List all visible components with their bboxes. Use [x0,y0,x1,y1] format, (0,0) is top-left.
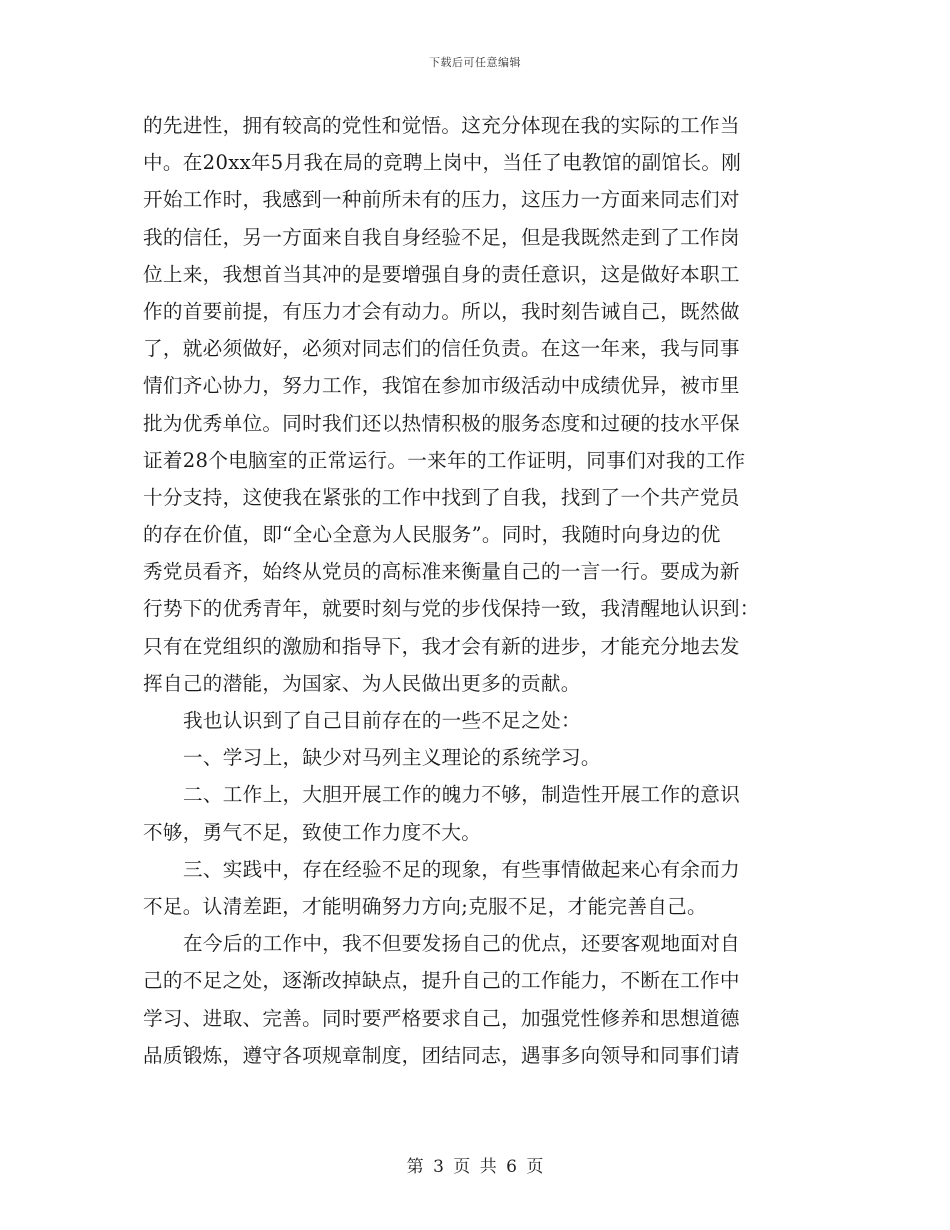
text-line: 学习、进取、完善。同时要严格要求自己，加强党性修养和思想道德 [143,1006,740,1030]
text-line: 十分支持，这使我在紧张的工作中找到了自我，找到了一个共产党员 [143,485,740,509]
text-line: 行势下的优秀青年，就要时刻与党的步伐保持一致，我清醒地认识到： [143,597,760,621]
text-line: 不足。认清差距，才能明确努力方向;克服不足，才能完善自己。 [143,894,707,918]
text-line: 品质锻炼，遵守各项规章制度，团结同志，遇事多向领导和同事们请 [143,1043,740,1067]
paragraph-3 [143,739,803,776]
text-line: 作的首要前提，有压力才会有动力。所以，我时刻告诫自己，既然做 [143,299,740,323]
paragraph-4 [143,776,803,850]
text-line: 证着28个电脑室的正常运行。一来年的工作证明，同事们对我的工作 [143,448,746,472]
page-number: 第 3 页 共 6 页 [406,1157,544,1177]
text-line: 中。在20xx年5月我在局的竞聘上岗中，当任了电教馆的副馆长。刚 [143,151,742,175]
text-line: 我的信任，另一方面来自我自身经验不足，但是我既然走到了工作岗 [143,225,740,249]
text-line: 位上来，我想首当其冲的是要增强自身的责任意识，这是做好本职工 [143,262,740,286]
text-line: 我也认识到了自己目前存在的一些不足之处： [183,709,581,732]
text-line: 了，就必须做好，必须对同志们的信任负责。在这一年来，我与同事 [143,337,740,361]
page-header-note: 下载后可任意编辑 [429,56,521,69]
text-line: 批为优秀单位。同时我们还以热情积极的服务态度和过硬的技水平保 [143,411,740,435]
text-line: 的先进性，拥有较高的党性和觉悟。这充分体现在我的实际的工作当 [143,114,740,137]
text-line: 挥自己的潜能，为国家、为人民做出更多的贡献。 [143,671,581,695]
text-line: 一、学习上，缺少对马列主义理论的系统学习。 [183,746,601,770]
text-line: 己的不足之处，逐渐改掉缺点，提升自己的工作能力，不断在工作中 [143,969,740,993]
text-line: 二、工作上，大胆开展工作的魄力不够，制造性开展工作的意识 [183,783,741,807]
paragraph-6 [143,925,803,1074]
text-line: 情们齐心协力，努力工作，我馆在参加市级活动中成绩优异，被市里 [143,374,740,398]
text-line: 的存在价值，即“全心全意为人民服务”。同时，我随时向身边的优 [143,523,721,547]
text-line: 不够，勇气不足，致使工作力度不大。 [143,820,482,844]
text-line: 在今后的工作中，我不但要发扬自己的优点，还要客观地面对自 [183,932,741,956]
text-line: 开始工作时，我感到一种前所未有的压力，这压力一方面来同志们对 [143,188,740,212]
paragraph-1 [143,107,803,702]
paragraph-5 [143,851,803,925]
text-line: 三、实践中，存在经验不足的现象，有些事情做起来心有余而力 [183,857,741,881]
document-body [143,107,803,1074]
paragraph-2 [143,702,803,739]
text-line: 秀党员看齐，始终从党员的高标准来衡量自己的一言一行。要成为新 [143,560,740,584]
text-line: 只有在党组织的激励和指导下，我才会有新的进步，才能充分地去发 [143,634,740,658]
